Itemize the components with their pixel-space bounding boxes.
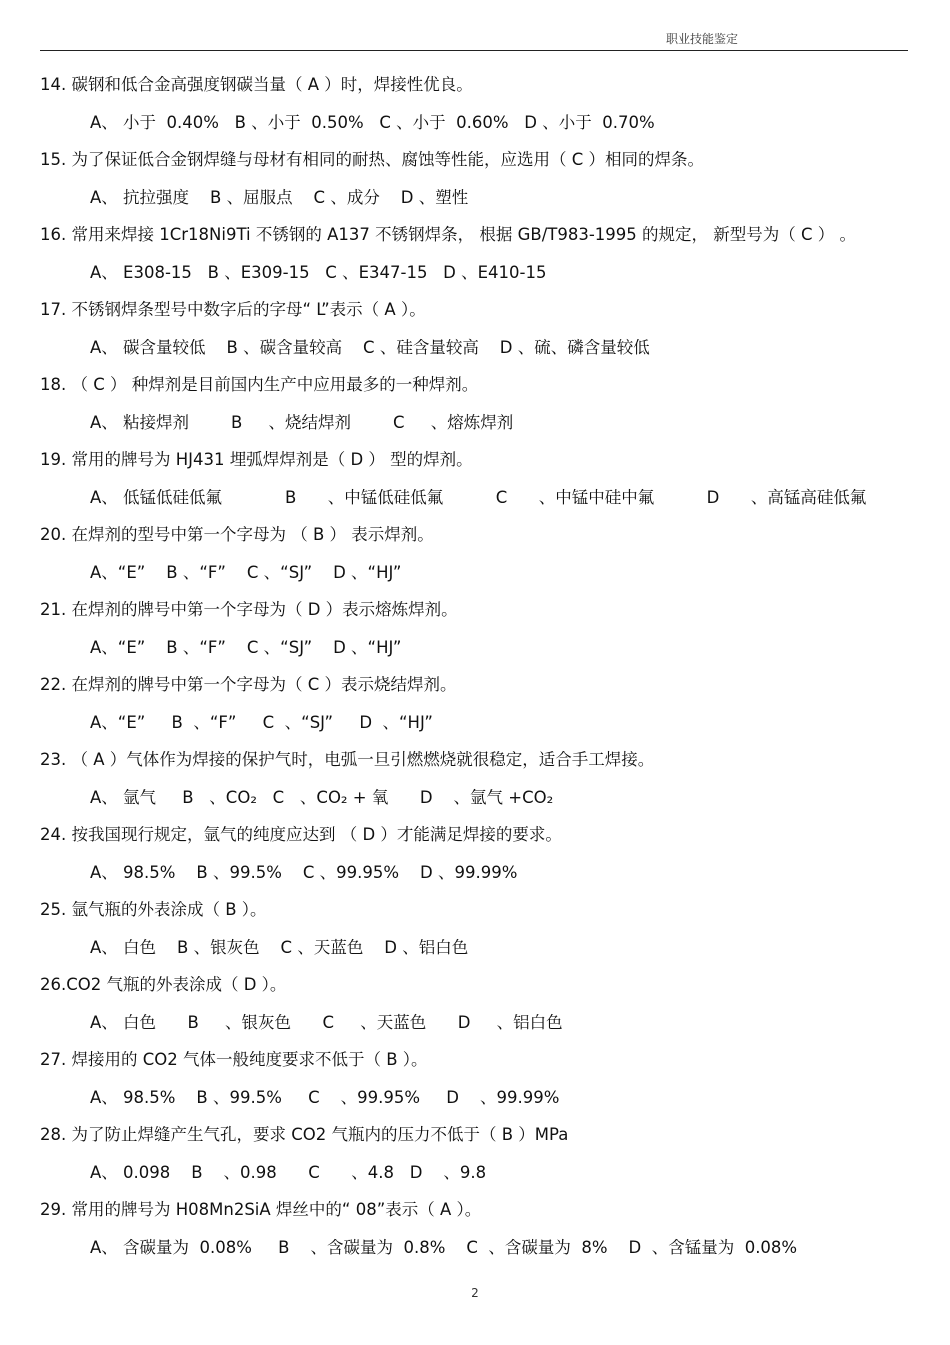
question-21-options: A、“E” B 、“F” C 、“SJ” D 、“HJ” xyxy=(90,637,402,657)
question-22-options: A、“E” B 、“F” C 、“SJ” D 、“HJ” xyxy=(90,712,433,732)
question-25-options: A、 白色 B 、银灰色 C 、天蓝色 D 、铝白色 xyxy=(90,937,469,957)
question-16-options: A、 E308-15 B 、E309-15 C 、E347-15 D 、E410-15 xyxy=(90,262,547,282)
question-27-options: A、 98.5% B 、99.5% C 、99.95% D 、99.99% xyxy=(90,1087,560,1107)
question-19-options: A、 低锰低硅低氟 B 、中锰低硅低氟 C 、中锰中硅中氟 D 、高锰高硅低氟 xyxy=(90,487,867,507)
question-14-options: A、 小于 0.40% B 、小于 0.50% C 、小于 0.60% D 、小于 0.70% xyxy=(90,112,655,132)
question-24-options: A、 98.5% B 、99.5% C 、99.95% D 、99.99% xyxy=(90,862,518,882)
question-28: 28. 为了防止焊缝产生气孔，要求 CO2 气瓶内的压力不低于（ B ）MPa xyxy=(40,1125,569,1144)
question-16: 16. 常用来焊接 1Cr18Ni9Ti 不锈钢的 A137 不锈钢焊条， 根据 GB/T983-1995 的规定， 新型号为（ C ） 。 xyxy=(40,225,857,244)
question-24: 24. 按我国现行规定，氩气的纯度应达到 （ D ）才能满足焊接的要求。 xyxy=(40,825,562,844)
question-20: 20. 在焊剂的型号中第一个字母为 （ B ） 表示焊剂。 xyxy=(40,525,434,544)
question-21: 21. 在焊剂的牌号中第一个字母为（ D ）表示熔炼焊剂。 xyxy=(40,600,458,619)
question-20-options: A、“E” B 、“F” C 、“SJ” D 、“HJ” xyxy=(90,562,402,582)
question-15: 15. 为了保证低合金钢焊缝与母材有相同的耐热、腐蚀等性能，应选用（ C ）相同的焊条。 xyxy=(40,150,704,169)
question-14: 14. 碳钢和低合金高强度钢碳当量（ A ）时，焊接性优良。 xyxy=(40,75,473,94)
question-19: 19. 常用的牌号为 HJ431 埋弧焊焊剂是（ D ） 型的焊剂。 xyxy=(40,450,473,469)
question-27: 27. 焊接用的 CO2 气体一般纯度要求不低于（ B ）。 xyxy=(40,1050,428,1069)
question-28-options: A、 0.098 B 、0.98 C 、4.8 D 、9.8 xyxy=(90,1162,487,1182)
question-23-options: A、 氩气 B 、CO₂ C 、CO₂ + 氧 D 、氩气 +CO₂ xyxy=(90,787,554,807)
question-17: 17. 不锈钢焊条型号中数字后的字母“ L”表示（ A ）。 xyxy=(40,300,426,319)
question-26: 26.CO2 气瓶的外表涂成（ D ）。 xyxy=(40,975,287,994)
question-18-options: A、 粘接焊剂 B 、烧结焊剂 C 、熔炼焊剂 xyxy=(90,412,514,432)
question-26-options: A、 白色 B 、银灰色 C 、天蓝色 D 、铝白色 xyxy=(90,1012,563,1032)
question-29: 29. 常用的牌号为 H08Mn2SiA 焊丝中的“ 08”表示（ A ）。 xyxy=(40,1200,482,1219)
page-number: 2 xyxy=(471,1286,479,1300)
question-23: 23. （ A ）气体作为焊接的保护气时，电弧一旦引燃燃烧就很稳定，适合手工焊接。 xyxy=(40,750,655,769)
page-header-title: 职业技能鉴定 xyxy=(665,32,738,46)
question-15-options: A、 抗拉强度 B 、屈服点 C 、成分 D 、塑性 xyxy=(90,187,469,207)
question-18: 18. （ C ） 种焊剂是目前国内生产中应用最多的一种焊剂。 xyxy=(40,375,479,394)
question-29-options: A、 含碳量为 0.08% B 、含碳量为 0.8% C 、含碳量为 8% D 、含锰量为 0.08% xyxy=(90,1237,798,1257)
question-22: 22. 在焊剂的牌号中第一个字母为（ C ）表示烧结焊剂。 xyxy=(40,675,457,694)
header-divider xyxy=(40,50,908,51)
question-25: 25. 氩气瓶的外表涂成（ B ）。 xyxy=(40,900,267,919)
question-list xyxy=(40,72,910,1272)
question-17-options: A、 碳含量较低 B 、碳含量较高 C 、硅含量较高 D 、硫、磷含量较低 xyxy=(90,337,650,357)
